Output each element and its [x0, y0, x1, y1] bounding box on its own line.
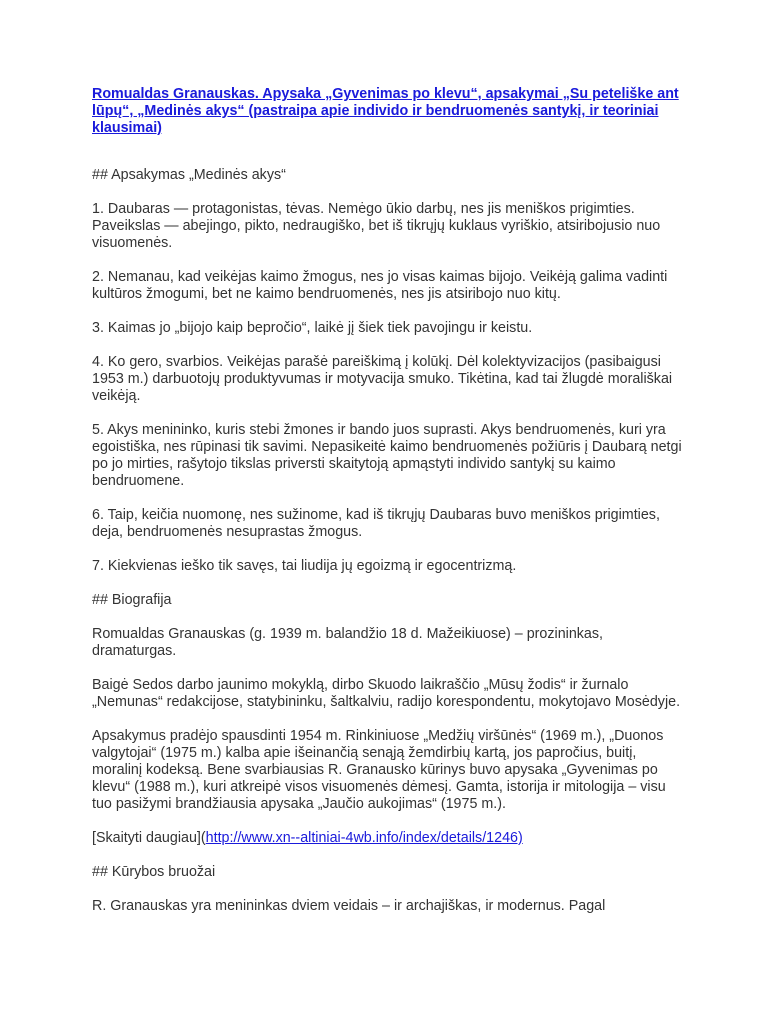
biography-paragraph-3: Apsakymus pradėjo spausdinti 1954 m. Rinkiniuose „Medžių viršūnės“ (1969 m.), „Duonos valgytojai“ (1975 m.) kalba apie išeinančią senąją žemdirbių kartą, jos papročius, buitį, moralinį kodeksą. Bene svarbiausias R. Granausko kūrinys buvo apysaka „Gyvenimas po klevu“ (1988 m.), kuri atkreipė visos visuomenės dėmesį. Gamta, istorija ir mitologija – visu tuo pasižymi brandžiausia apysaka „Jaučio aukojimas“ (1975 m.). — [92, 728, 666, 812]
section-heading-apsakymas: ## Apsakymas „Medinės akys“ — [92, 167, 286, 183]
section-heading-kurybos-bruozai: ## Kūrybos bruožai — [92, 864, 216, 880]
biography-paragraph-2: Baigė Sedos darbo jaunimo mokyklą, dirbo Skuodo laikraščio „Mūsų žodis“ ir žurnalo „Nemunas“ redakcijose, statybininku, šaltkalviu, radijo korespondentu, mokytojavo Mosėdyje. — [92, 677, 681, 710]
document-page — [92, 86, 682, 932]
list-item-4: 4. Ko gero, svarbios. Veikėjas parašė pareiškimą į kolūkį. Dėl kolektyvizacijos (pasibaigusi 1953 m.) darbuotojų produktyvumas ir motyvacija smuko. Tikėtina, kad tai žlugdė morališkai veikėją. — [92, 354, 673, 404]
list-item-2: 2. Nemanau, kad veikėjas kaimo žmogus, nes jo visas kaimas bijojo. Veikėją galima vadinti kultūros žmogumi, bet ne kaimo bendruomenės, nes jis atsiribojo nuo kitų. — [92, 269, 668, 302]
list-item-5: 5. Akys menininko, kuris stebi žmones ir bando juos suprasti. Akys bendruomenės, kuri yra egoistiška, nes rūpinasi tik savimi. Nepasikeitė kaimo bendruomenės požiūris į Daubarą netgi po jo mirties, rašytojo tikslas priversti skaitytoją apmąstyti individo santykį su kaimo bendruomene. — [92, 422, 682, 489]
read-more-prefix: [Skaityti daugiau]( — [92, 830, 206, 846]
biography-paragraph-1: Romualdas Granauskas (g. 1939 m. balandžio 18 d. Mažeikiuose) – prozininkas, dramaturgas. — [92, 626, 603, 659]
read-more-line — [92, 830, 682, 847]
document-title-link[interactable]: Romualdas Granauskas. Apysaka „Gyvenimas po klevu“, apsakymai „Su peteliške ant lūpų“, „Medinės akys“ (pastraipa apie individo ir bendruomenės santykį, ir teoriniai klausimai) — [92, 86, 679, 136]
list-item-6: 6. Taip, keičia nuomonę, nes sužinome, kad iš tikrųjų Daubaras buvo meniškos prigimties, deja, bendruomenės nesuprastas žmogus. — [92, 507, 660, 540]
list-item-1: 1. Daubaras — protagonistas, tėvas. Nemėgo ūkio darbų, nes jis meniškos prigimties. Paveikslas — abejingo, pikto, nedraugiško, bet iš tikrųjų kuklaus vyriškio, atsiribojusio nuo visuomenės. — [92, 201, 661, 251]
list-item-3: 3. Kaimas jo „bijojo kaip bepročio“, laikė jį šiek tiek pavojingu ir keistu. — [92, 320, 533, 336]
list-item-7: 7. Kiekvienas ieško tik savęs, tai liudija jų egoizmą ir egocentrizmą. — [92, 558, 517, 574]
section-heading-biografija: ## Biografija — [92, 592, 172, 608]
read-more-link[interactable]: http://www.xn--altiniai-4wb.info/index/details/1246) — [205, 830, 523, 846]
creative-features-paragraph: R. Granauskas yra menininkas dviem veidais – ir archajiškas, ir modernus. Pagal — [92, 898, 606, 914]
